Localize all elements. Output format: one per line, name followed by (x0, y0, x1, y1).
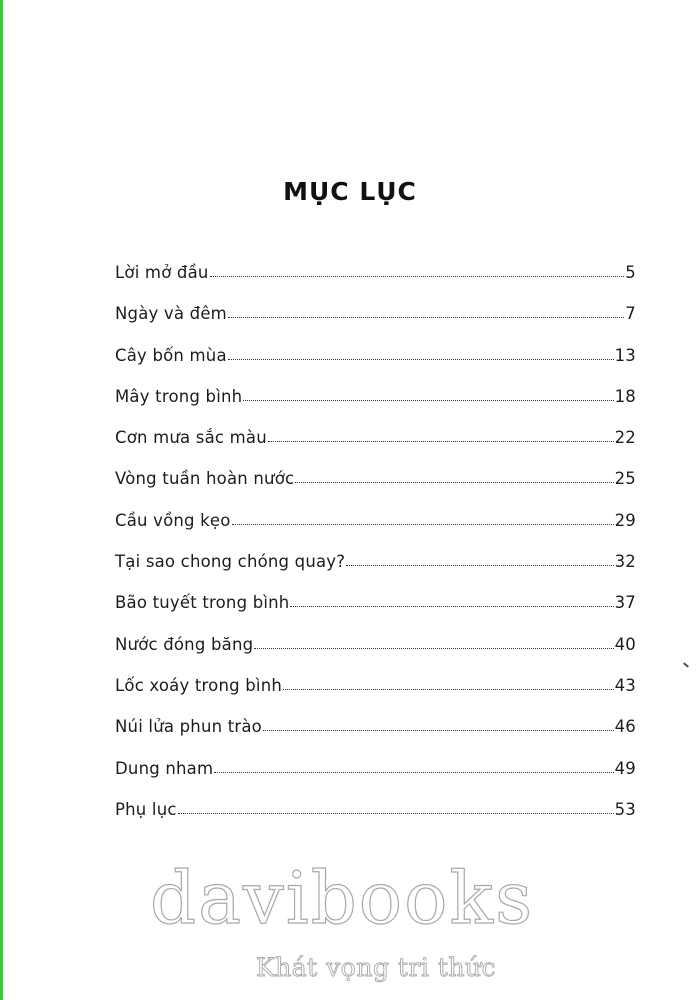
toc-dot-leader (214, 772, 613, 773)
toc-entry-page-number: 46 (614, 717, 636, 737)
toc-entry-page-number: 37 (614, 593, 636, 613)
toc-entry-title: Lốc xoáy trong bình (115, 675, 283, 695)
toc-entry[interactable] (115, 387, 636, 428)
toc-dot-leader (210, 276, 625, 277)
toc-entry-title: Phụ lục (115, 799, 177, 819)
toc-entry[interactable] (115, 717, 636, 758)
toc-entry-title: Cây bốn mùa (115, 345, 227, 365)
toc-dot-leader (228, 359, 614, 360)
toc-entry-page-number: 22 (614, 428, 636, 448)
toc-dot-leader (295, 482, 613, 483)
toc-entry-page-number: 29 (614, 510, 636, 530)
toc-dot-leader (232, 524, 614, 525)
toc-entry-page-number: 49 (614, 758, 636, 778)
toc-entry-page-number: 5 (625, 263, 636, 282)
toc-entry[interactable] (115, 676, 636, 717)
toc-dot-leader (290, 606, 613, 607)
toc-entry-page-number: 53 (614, 799, 636, 819)
page-edge-strip (0, 0, 3, 1000)
toc-entry-title: Bão tuyết trong bình (115, 593, 290, 613)
toc-dot-leader (254, 648, 613, 649)
toc-entry-title: Núi lửa phun trào (115, 717, 262, 737)
toc-entry[interactable] (115, 593, 636, 634)
toc-dot-leader (283, 689, 614, 690)
toc-dot-leader (268, 441, 614, 442)
toc-entry-page-number: 43 (614, 675, 636, 695)
toc-dot-leader (346, 565, 613, 566)
toc-entry-page-number: 7 (625, 304, 636, 324)
toc-entry[interactable] (115, 469, 636, 510)
toc-entry-title: Nước đóng băng (115, 634, 254, 654)
stray-mark (683, 662, 689, 667)
toc-dot-leader (263, 730, 614, 731)
toc-entry-title: Lời mở đầu (115, 263, 209, 282)
toc-dot-leader (243, 400, 613, 401)
toc-entry-title: Vòng tuần hoàn nước (115, 469, 295, 489)
table-of-contents (115, 263, 636, 841)
toc-entry-title: Ngày và đêm (115, 304, 227, 324)
toc-entry[interactable] (115, 759, 636, 800)
toc-entry-page-number: 32 (614, 552, 636, 572)
watermark-brand: davibooks (150, 856, 535, 940)
toc-entry[interactable] (115, 263, 636, 304)
toc-entry[interactable] (115, 552, 636, 593)
toc-entry[interactable] (115, 304, 636, 345)
toc-entry-page-number: 40 (614, 634, 636, 654)
toc-entry[interactable] (115, 346, 636, 387)
watermark-tagline: Khát vọng tri thức (256, 953, 497, 982)
page-title: MỤC LỤC (283, 176, 417, 206)
toc-entry[interactable] (115, 800, 636, 841)
toc-entry-title: Tại sao chong chóng quay? (115, 552, 346, 572)
toc-entry-title: Cơn mưa sắc màu (115, 428, 267, 448)
toc-entry[interactable] (115, 428, 636, 469)
toc-entry-page-number: 13 (614, 345, 636, 365)
toc-entry[interactable] (115, 635, 636, 676)
toc-entry-page-number: 18 (614, 386, 636, 406)
toc-dot-leader (228, 317, 624, 318)
toc-entry-title: Mây trong bình (115, 386, 243, 406)
toc-entry[interactable] (115, 511, 636, 552)
toc-entry-page-number: 25 (614, 469, 636, 489)
toc-entry-title: Dung nham (115, 758, 214, 778)
toc-entry-title: Cầu vồng kẹo (115, 510, 231, 530)
toc-dot-leader (178, 813, 614, 814)
